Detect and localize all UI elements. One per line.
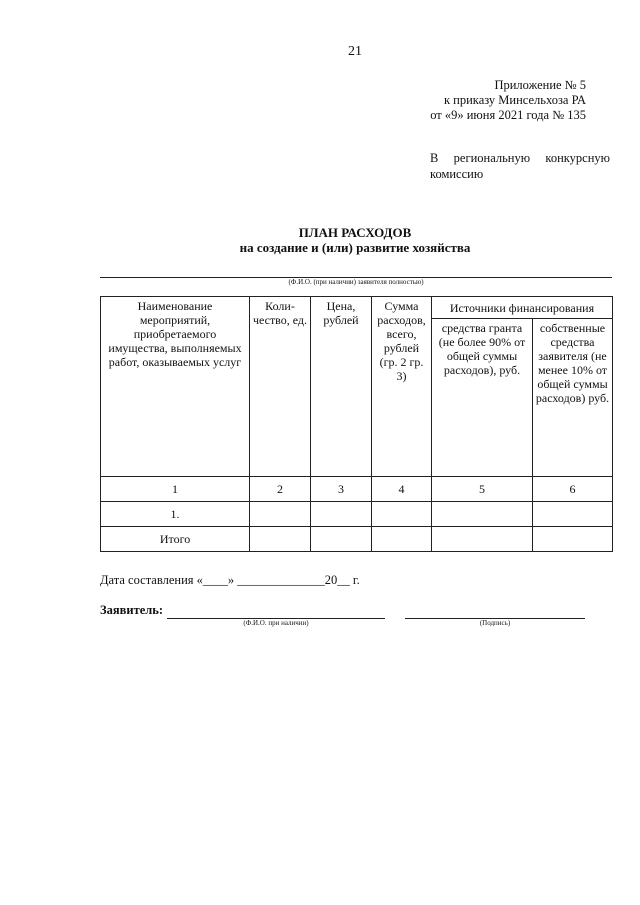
header-total-sum: Сумма расходов, всего, рублей (гр. 2 гр. 3) — [372, 297, 432, 477]
appendix-line-3: от «9» июня 2021 года № 135 — [430, 108, 586, 122]
appendix-block — [390, 78, 586, 123]
column-number: 1 — [101, 477, 250, 502]
page-number: 21 — [348, 44, 362, 59]
addressee-line-1 — [430, 150, 610, 166]
header-funding-sources: Источники финансирования — [432, 297, 613, 319]
header-item-name: Наименование мероприятий, приобретаемого имущества, выполняемых работ, оказываемых услуг — [101, 297, 250, 477]
table-cell — [533, 502, 613, 527]
table-cell — [432, 527, 533, 552]
table-cell — [372, 527, 432, 552]
addressee-word-1: В — [430, 151, 439, 165]
header-own-funds: собственные средства заявителя (не менее 10% от общей суммы расходов) руб. — [533, 319, 613, 477]
table-row — [101, 502, 613, 527]
table-cell — [250, 527, 311, 552]
table-cell — [533, 527, 613, 552]
total-label: Итого — [101, 527, 250, 552]
addressee-block — [430, 150, 610, 182]
addressee-word-3: конкурсную — [545, 151, 610, 165]
row-item-label: 1. — [101, 502, 250, 527]
table-cell — [311, 502, 372, 527]
addressee-word-2: региональную — [453, 151, 531, 165]
title-main: ПЛАН РАСХОДОВ — [298, 225, 412, 240]
header-quantity: Коли-чество, ед. — [250, 297, 311, 477]
document-title — [0, 225, 640, 255]
applicant-name-caption: (Ф.И.О. (при наличии) заявителя полностью) — [288, 278, 424, 286]
table-cell — [250, 502, 311, 527]
column-number: 5 — [432, 477, 533, 502]
table-cell — [372, 502, 432, 527]
header-price: Цена, рублей — [311, 297, 372, 477]
header-grant-funds: средства гранта (не более 90% от общей суммы расходов), руб. — [432, 319, 533, 477]
appendix-line-1: Приложение № 5 — [494, 78, 586, 92]
column-number: 6 — [533, 477, 613, 502]
title-sub: на создание и (или) развитие хозяйства — [239, 240, 471, 255]
appendix-line-2: к приказу Минсельхоза РА — [443, 93, 586, 107]
applicant-fio-caption: (Ф.И.О. при наличии) — [243, 619, 309, 627]
table-column-numbers-row — [101, 477, 613, 502]
table-cell — [432, 502, 533, 527]
expense-plan-table — [100, 296, 613, 552]
table-header-row-1 — [101, 297, 613, 319]
table-cell — [311, 527, 372, 552]
column-number: 3 — [311, 477, 372, 502]
addressee-line-2: комиссию — [430, 167, 484, 181]
table-total-row — [101, 527, 613, 552]
signature-caption: (Подпись) — [479, 619, 511, 627]
applicant-label: Заявитель: — [100, 603, 164, 617]
column-number: 2 — [250, 477, 311, 502]
compilation-date-line: Дата составления «____» ______________20__ г. — [100, 573, 360, 587]
column-number: 4 — [372, 477, 432, 502]
